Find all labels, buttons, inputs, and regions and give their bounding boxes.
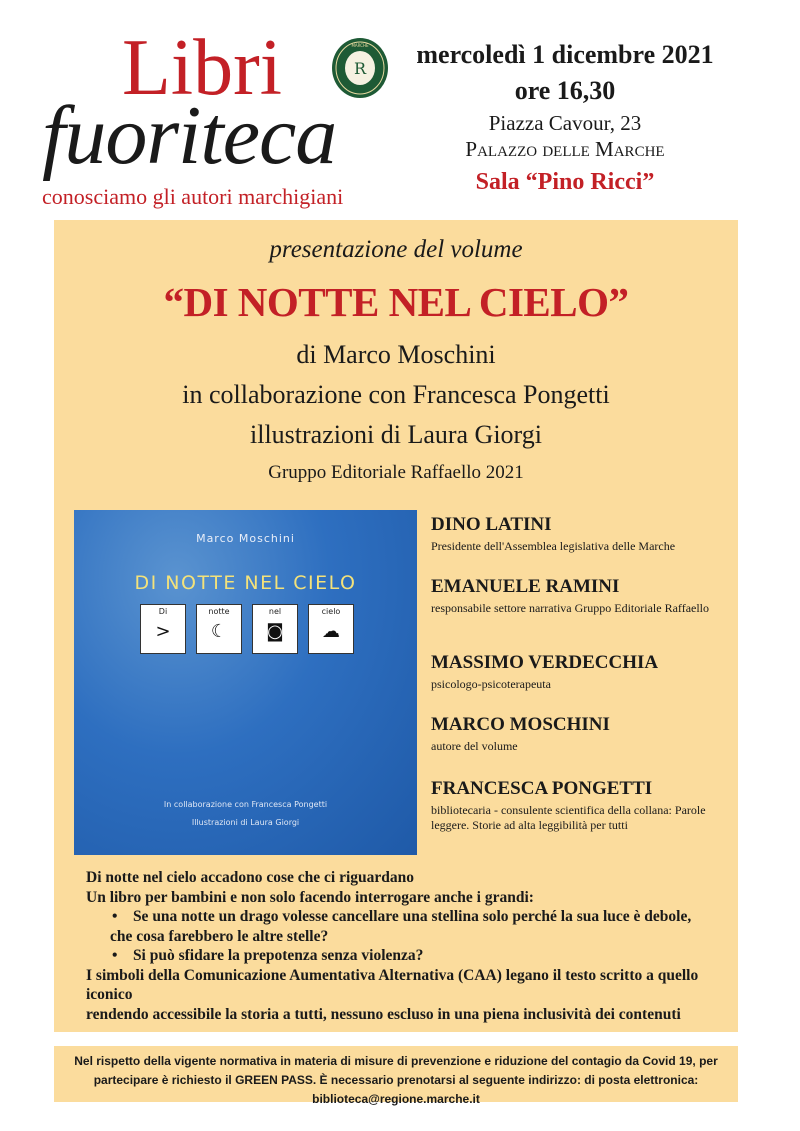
notice-text: Nel rispetto della vigente normativa in materia di misure di prevenzione e riduzione del contagio da Covid 19, per partecipare è richiesto il GREEN PASS. È necessario prenotarsi al seguente indirizzo: di posta elettronica: biblioteca@regione.marche.it	[74, 1054, 718, 1106]
logo-subtitle: conosciamo gli autori marchigiani	[42, 184, 344, 209]
description-line: Di notte nel cielo accadono cose che ci riguardano	[86, 869, 415, 886]
speaker-item	[431, 714, 731, 754]
book-cover-image	[74, 510, 417, 855]
book-publisher: Gruppo Editoriale Raffaello 2021	[268, 462, 524, 483]
caa-symbol-nel: nel ◙	[252, 604, 298, 654]
event-time: ore 16,30	[514, 76, 616, 105]
book-title: “DI NOTTE NEL CIELO”	[163, 279, 629, 325]
clouds-sky-icon: ☁	[322, 621, 340, 642]
description-bullet: • Se una notte un drago volesse cancellare una stellina solo perché la sua luce è debole,	[112, 908, 692, 925]
caa-symbol-di: Di >	[140, 604, 186, 654]
speaker-role: autore del volume	[431, 739, 518, 753]
speaker-item	[431, 576, 731, 616]
bullet-icon: •	[112, 908, 118, 925]
presentation-intro: presentazione del volume	[269, 236, 523, 263]
cover-illus: Illustrazioni di Laura Giorgi	[191, 818, 300, 827]
cover-collab: In collaborazione con Francesca Pongetti	[163, 800, 328, 809]
seal-lettering: MARCHE	[351, 43, 369, 48]
description-bullet: • Si può sfidare la prepotenza senza violenza?	[112, 947, 424, 964]
inside-square-icon: ◙	[266, 621, 284, 642]
logo-word-fuoriteca: fuoriteca	[42, 89, 337, 182]
description-line: I simboli della Comunicazione Aumentativa Alternativa (CAA) legano il testo scritto a quello iconico	[86, 966, 699, 1003]
event-address: Piazza Cavour, 23	[488, 111, 642, 135]
svg-text:R: R	[353, 59, 367, 78]
main-panel	[54, 220, 738, 1032]
logo-word-libri: Libri	[122, 24, 282, 112]
caa-symbol-cielo: cielo ☁	[308, 604, 354, 654]
event-venue: Palazzo delle Marche	[465, 137, 665, 161]
speaker-role: bibliotecaria - consulente scientifica della collana: Parole leggere. Storie ad alta leggibilità per tutti	[431, 803, 706, 832]
speaker-name: DINO LATINI	[431, 514, 552, 535]
event-details	[400, 38, 730, 202]
arrow-right-icon: >	[155, 621, 171, 642]
speaker-role: responsabile settore narrativa Gruppo Editoriale Raffaello	[431, 601, 710, 615]
speaker-name: MARCO MOSCHINI	[431, 714, 610, 735]
bullet-icon: •	[112, 947, 118, 964]
caa-symbol-notte: notte ☾	[196, 604, 242, 654]
description-line: Un libro per bambini e non solo facendo interrogare anche i grandi:	[86, 888, 534, 906]
moon-star-icon: ☾	[210, 621, 228, 642]
consiglio-regionale-seal-icon	[330, 36, 390, 100]
speaker-item	[431, 514, 731, 554]
cover-author: Marco Moschini	[196, 532, 295, 545]
event-date: mercoledì 1 dicembre 2021	[416, 40, 714, 69]
speaker-name: FRANCESCA PONGETTI	[431, 778, 653, 799]
description-line: rendendo accessibile la storia a tutti, nessuno escluso in una piena inclusività dei contenuti	[86, 1005, 681, 1023]
book-description	[86, 868, 726, 1024]
book-collab-line: in collaborazione con Francesca Pongetti	[182, 380, 610, 409]
speaker-item	[431, 778, 731, 833]
speaker-name: EMANUELE RAMINI	[431, 576, 620, 597]
description-bullet-cont: che cosa farebbero le altre stelle?	[110, 927, 329, 945]
libri-fuoriteca-logo	[42, 24, 402, 218]
book-author-line: di Marco Moschini	[296, 340, 496, 369]
speaker-role: psicologo-psicoterapeuta	[431, 677, 551, 691]
speaker-role: Presidente dell'Assemblea legislativa delle Marche	[431, 539, 676, 553]
cover-title: DI NOTTE NEL CIELO	[134, 572, 357, 594]
event-room: Sala “Pino Ricci”	[475, 169, 655, 195]
covid-notice	[54, 1046, 738, 1106]
speaker-name: MASSIMO VERDECCHIA	[431, 652, 659, 673]
book-illus-line: illustrazioni di Laura Giorgi	[250, 420, 542, 449]
speaker-item	[431, 652, 731, 692]
